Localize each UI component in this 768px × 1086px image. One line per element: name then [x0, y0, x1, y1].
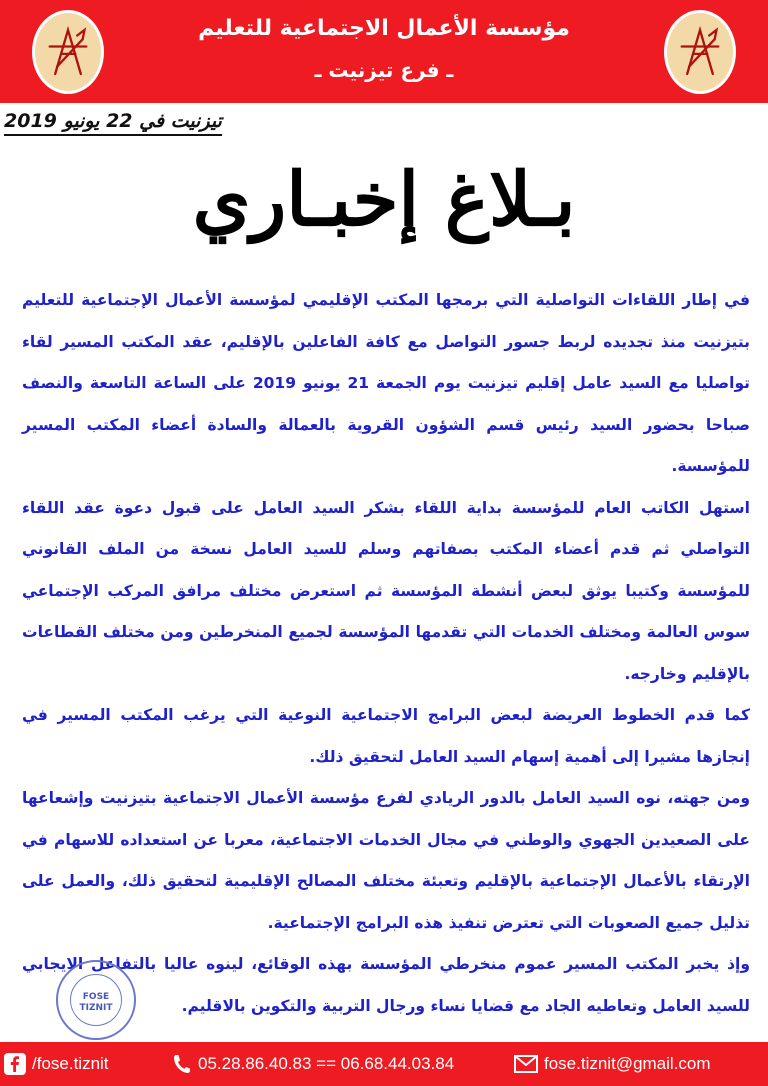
phone-contact[interactable] [172, 1042, 454, 1086]
mail-icon [514, 1055, 538, 1073]
paragraph: استهل الكاتب العام للمؤسسة بداية اللقاء بشكر السيد العامل على قبول دعوة عقد اللقاء التواصلي ثم قدم أعضاء المكتب بصفاتهم وسلم للسيد العامل نسخة من الملف القانوني للمؤسسة وكتيبا يوثق لبعض أنشطة المؤسسة ثم استعرض مختلف مرافق المركب الإجتماعي سوس العالمة ومختلف الخدمات التي تقدمها المؤسسة لجميع المنخرطين ومن مختلف القطاعات بالإقليم وخارجه. [22, 498, 750, 683]
date-line: تيزنيت في 22 يونيو 2019 [4, 108, 222, 136]
phone-icon [172, 1053, 192, 1075]
footer-bar [0, 1042, 768, 1086]
foundation-emblem-icon [664, 10, 736, 94]
paragraph: كما قدم الخطوط العريضة لبعض البرامج الاجتماعية النوعية التي يرغب المكتب المسير في إنجازها مشيرا إلى أهمية إسهام السيد العامل لتحقيق ذلك. [22, 706, 750, 766]
facebook-link[interactable] [4, 1042, 109, 1086]
header-banner [0, 0, 768, 103]
announcement-body [22, 280, 750, 1027]
official-stamp-icon [56, 960, 136, 1040]
stamp-line-1: FOSE [82, 992, 110, 1002]
stamp-line-2: TIZNIT [79, 1003, 113, 1013]
phone-numbers: 05.28.86.40.83 == 06.68.44.03.84 [198, 1054, 455, 1073]
paragraph: في إطار اللقاءات التواصلية التي برمجها المكتب الإقليمي لمؤسسة الأعمال الإجتماعية للتعليم بتيزنيت منذ تجديده لربط جسور التواصل مع كافة الفاعلين بالإقليم، عقد المكتب المسير لقاء تواصليا مع السيد عامل إقليم تيزنيت يوم الجمعة 21 يونيو 2019 على الساعة التاسعة والنصف صباحا بحضور السيد رئيس قسم الشؤون القروية بالعمالة والسادة أعضاء المكتب المسير للمؤسسة. [22, 291, 750, 475]
facebook-handle: /fose.tiznit [32, 1054, 109, 1073]
stamp-text [58, 992, 134, 1014]
foundation-emblem-icon [32, 10, 104, 94]
paragraph: وإذ يخبر المكتب المسير عموم منخرطي المؤسسة بهذه الوقائع، لينوه عاليا بالتفاعل الايجابي للسيد العامل وتعاطيه الجاد مع قضايا نساء ورجال التربية والتكوين بالاقليم. [22, 955, 750, 1015]
page-title: بـلاغ إخبـاري [192, 157, 576, 243]
org-name: مؤسسة الأعمال الاجتماعية للتعليم [198, 16, 570, 41]
facebook-icon [4, 1053, 26, 1075]
paragraph: ومن جهته، نوه السيد العامل بالدور الريادي لفرع مؤسسة الأعمال الاجتماعية بتيزنيت وإشعاعها على الصعيدين الجهوي والوطني في مجال الخدمات الاجتماعية، معربا عن استعداده للاسهام في الإرتقاء بالأعمال الإجتماعية بالإقليم وتعبئة مختلف المصالح الإقليمية لتحقيق ذلك، والعمل على تذليل جميع الصعوبات التي تعترض تنفيذ هذه البرامج الإجتماعية. [22, 789, 750, 932]
branch-name: ـ فرع تيزنيت ـ [314, 58, 454, 82]
email-contact[interactable] [514, 1042, 711, 1086]
email-address: fose.tiznit@gmail.com [544, 1054, 711, 1073]
